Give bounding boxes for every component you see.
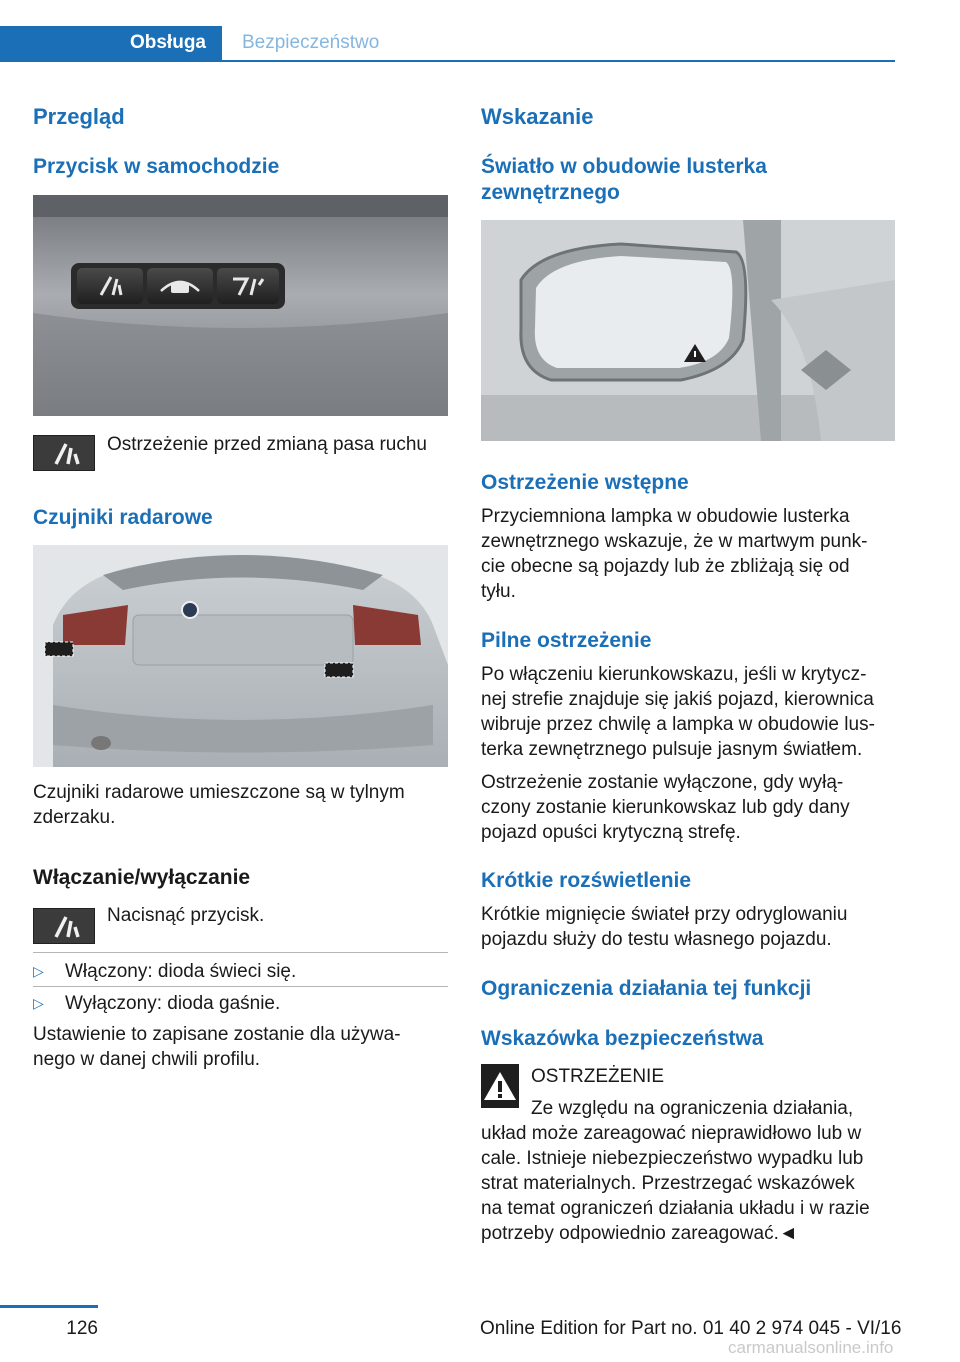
subsection-title-mirror-line1: Światło w obudowie lusterka (481, 155, 767, 178)
subsection-title-limits: Ograniczenia działania tej funkcji (481, 977, 812, 1000)
lane-change-button-icon-2 (33, 908, 95, 944)
profile-text-line2: nego w danej chwili profilu. (33, 1049, 261, 1070)
urgent-line2: nej strefie znajduje się jakiś pojazd, kierownica (481, 689, 874, 710)
subsection-title-urgent: Pilne ostrzeżenie (481, 629, 652, 652)
list-item-text: Włączony: dioda świeci się. (65, 961, 297, 982)
pre-warning-line1: Przyciemniona lampka w obudowie lusterka (481, 506, 850, 527)
list-item (33, 959, 448, 984)
car-buttons-photo (33, 195, 448, 416)
triangle-right-icon: ▷ (33, 995, 44, 1011)
profile-text-line1: Ustawienie to zapisane zostanie dla używa‐ (33, 1024, 401, 1045)
flash-line1: Krótkie mignięcie świateł przy odryglowaniu (481, 904, 848, 925)
radar-text-line1: Czujniki radarowe umieszczone są w tylnym (33, 782, 405, 803)
subsection-title-onoff: Włączanie/wyłączanie (33, 866, 251, 889)
urgent-line4: terka zewnętrznego pulsuje jasnym światłem. (481, 739, 863, 760)
list-item-text: Wyłączony: dioda gaśnie. (65, 993, 281, 1014)
urgent-line1: Po włączeniu kierunkowskazu, jeśli w krytycz‐ (481, 664, 867, 685)
off-line1: Ostrzeżenie zostanie wyłączone, gdy wyłą‐ (481, 772, 844, 793)
warning-line2: cale. Istnieje niebezpieczeństwo wypadku lub (481, 1148, 864, 1169)
tab-obsluga[interactable]: Obsługa (0, 26, 222, 60)
subsection-title-flash: Krótkie rozświetlenie (481, 869, 692, 892)
subsection-title-button: Przycisk w samochodzie (33, 155, 280, 178)
mirror-photo (481, 220, 895, 441)
onoff-text: Nacisnąć przycisk. (107, 905, 265, 926)
footer-accent-line (0, 1305, 98, 1308)
warning-line0: Ze względu na ograniczenia działania, (531, 1098, 854, 1119)
watermark: carmanualsonline.info (728, 1338, 894, 1357)
radar-text-line2: zderzaku. (33, 807, 116, 828)
lane-change-button-icon (33, 435, 95, 471)
subsection-title-radar: Czujniki radarowe (33, 506, 213, 529)
page-number: 126 (66, 1318, 98, 1339)
button-caption: Ostrzeżenie przed zmianą pasa ruchu (107, 434, 427, 455)
tab-underline (0, 60, 895, 62)
pre-warning-line2: zewnętrznego wskazuje, że w martwym punk‐ (481, 531, 868, 552)
subsection-title-safety: Wskazówka bezpieczeństwa (481, 1027, 764, 1050)
pre-warning-line4: tyłu. (481, 581, 516, 602)
warning-line1: układ może zareagować nieprawidłowo lub w (481, 1123, 862, 1144)
separator (33, 952, 448, 953)
off-line3: pojazd opuści krytyczną strefę. (481, 822, 741, 843)
pre-warning-line3: cie obecne są pojazdy lub że zbliżają się od (481, 556, 850, 577)
header-tabs (0, 26, 895, 62)
radar-sensors-photo (33, 545, 448, 767)
tab-bezpieczenstwo[interactable]: Bezpieczeństwo (242, 32, 380, 53)
warning-line5: potrzeby odpowiednio zareagować.◄ (481, 1223, 798, 1244)
triangle-right-icon: ▷ (33, 963, 44, 979)
warning-line3: strat materialnych. Przestrzegać wskazówek (481, 1173, 855, 1194)
warning-line4: na temat ograniczeń działania układu i w razie (481, 1198, 870, 1219)
section-title-overview: Przegląd (33, 104, 125, 129)
flash-line2: pojazdu służy do testu własnego pojazdu. (481, 929, 832, 950)
subsection-title-pre-warning: Ostrzeżenie wstępne (481, 471, 689, 494)
urgent-line3: wibruje przez chwilę a lampka w obudowie lus‐ (481, 714, 875, 735)
warning-title: OSTRZEŻENIE (531, 1066, 665, 1087)
separator (33, 986, 448, 987)
off-line2: czony zostanie kierunkowskaz lub gdy dany (481, 797, 850, 818)
subsection-title-mirror-line2: zewnętrznego (481, 181, 620, 204)
list-item (33, 991, 448, 1016)
edition-text: Online Edition for Part no. 01 40 2 974 045 - VI/16 (480, 1318, 902, 1339)
warning-triangle-icon (481, 1064, 519, 1108)
section-title-indication: Wskazanie (481, 104, 594, 129)
